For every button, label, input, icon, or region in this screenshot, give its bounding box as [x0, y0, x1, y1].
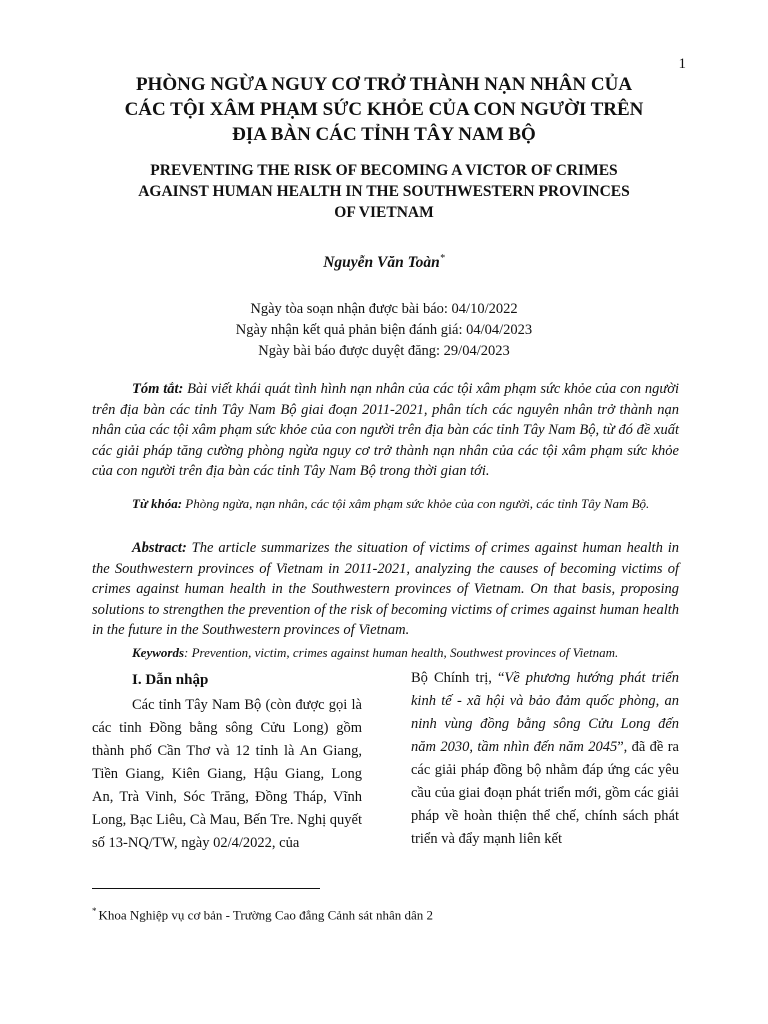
submission-dates	[92, 299, 676, 362]
title-en-line: PREVENTING THE RISK OF BECOMING A VICTOR OF CRIMES	[150, 162, 618, 179]
date-received: Ngày tòa soạn nhận được bài báo: 04/10/2022	[250, 301, 518, 317]
page-number: 1	[678, 56, 686, 72]
date-reviewed: Ngày nhận kết quả phản biện đánh giá: 04/04/2023	[235, 322, 533, 338]
title-english	[92, 160, 676, 223]
body-paragraph: Các tỉnh Tây Nam Bộ (còn được gọi là các tỉnh Đồng bằng sông Cửu Long) gồm thành phố Cần Thơ và 12 tỉnh là An Giang, Tiền Giang, Kiên Giang, Hậu Giang, Long An, Trà Vinh, Sóc Trăng, Đồng Tháp, Vĩnh Long, Bạc Liêu, Cà Mau, Bến Tre. Nghị quyết số 13-NQ/TW, ngày 02/4/2022, của	[92, 697, 362, 851]
date-accepted: Ngày bài báo được duyệt đăng: 29/04/2023	[258, 343, 510, 359]
keywords-en-label: Keywords	[132, 645, 184, 660]
author-name: Nguyễn Văn Toàn	[323, 254, 440, 272]
footnote-divider	[92, 888, 320, 889]
title-vi-line: ĐỊA BÀN CÁC TỈNH TÂY NAM BỘ	[232, 124, 536, 145]
title-vietnamese	[92, 72, 676, 147]
keywords-en-text: : Prevention, victim, crimes against human health, Southwest provinces of Vietnam.	[184, 645, 619, 660]
title-en-line: AGAINST HUMAN HEALTH IN THE SOUTHWESTERN PROVINCES	[138, 183, 630, 200]
footnote	[92, 906, 679, 923]
keywords-vi-text: Phòng ngừa, nạn nhân, các tội xâm phạm sức khỏe của con người, các tỉnh Tây Nam Bộ.	[182, 496, 650, 511]
abstract-en-text: The article summarizes the situation of victims of crimes against human health in the Southwestern provinces of Vietnam in 2011-2021, analyzing the causes of becoming victims of crimes against human health in the Southwestern provinces of Vietnam. On that basis, proposing solutions to strengthen the prevention of the risk of becoming victims of crimes against human health in the future in the Southwestern provinces of Vietnam.	[92, 540, 679, 638]
title-vi-line: CÁC TỘI XÂM PHẠM SỨC KHỎE CỦA CON NGƯỜI TRÊN	[124, 99, 644, 120]
abstract-vi-text: Bài viết khái quát tình hình nạn nhân của các tội xâm phạm sức khỏe của con người trên địa bàn các tỉnh Tây Nam Bộ giai đoạn 2011-2021, phân tích các nguyên nhân trở thành nạn nhân của các tội xâm phạm sức khỏe của con người trên địa bàn các tỉnh Tây Nam Bộ, từ đó đề xuất các giải pháp tăng cường phòng ngừa nguy cơ trở thành nạn nhân của các tội xâm phạm sức khỏe của con người trên địa bàn các tỉnh Tây Nam Bộ trong thời gian tới.	[92, 381, 679, 479]
body-text: Bộ Chính trị, “	[411, 670, 505, 686]
author-footnote-mark: *	[439, 253, 445, 264]
author	[92, 253, 676, 272]
abstract-english	[92, 538, 679, 641]
abstract-en-label: Abstract:	[132, 540, 187, 556]
keywords-english	[92, 644, 679, 662]
body-column-left	[92, 669, 362, 855]
body-paragraph	[411, 667, 679, 851]
title-vi-line: PHÒNG NGỪA NGUY CƠ TRỞ THÀNH NẠN NHÂN CỦA	[135, 74, 633, 95]
abstract-vi-label: Tóm tắt:	[132, 381, 184, 397]
body-column-right	[411, 667, 679, 851]
resolution-title-quote: Về phương hướng phát triển kinh tế - xã hội và bảo đảm quốc phòng, an ninh vùng đồng bằng sông Cửu Long đến năm 2030, tầm nhìn đến năm 2045	[411, 670, 679, 755]
keywords-vi-label: Từ khóa:	[132, 496, 183, 511]
abstract-vietnamese	[92, 379, 679, 482]
footnote-mark: *	[92, 906, 97, 916]
title-en-line: OF VIETNAM	[334, 204, 434, 221]
body-text: ”, đã đề ra các giải pháp đồng bộ nhằm đáp ứng các yêu cầu của giai đoạn phát triển mới, gồm các giải pháp về hoàn thiện thể chế, chính sách phát triển và đẩy mạnh liên kết	[411, 739, 679, 847]
section-heading: I. Dẫn nhập	[132, 672, 209, 688]
keywords-vietnamese	[92, 494, 679, 514]
footnote-text: Khoa Nghiệp vụ cơ bản - Trường Cao đẳng Cảnh sát nhân dân 2	[98, 907, 434, 923]
